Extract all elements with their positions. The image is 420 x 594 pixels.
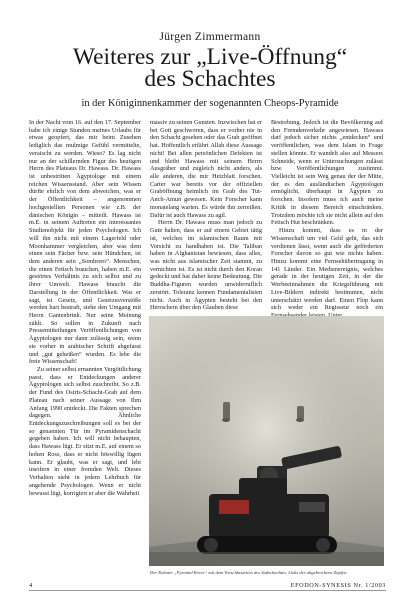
paragraph: Bestrebung. Jedoch ist die Bevölkerung auf den Fremdenverkehr angewiesen. Hawass darf jedoch sicher nichts „entdecken“ und veröffentlichen, was dem Islam in Frage stellen könnte. Er wandelt also auf Messers Schneide, wenn er Untersuchungen zulässt bzw. Veröffentlichungen zustimmt. Vielleicht ist sein Weg genau der der Mitte, der es den ausländischen Ägyptologen ermöglicht, überhaupt in Ägypten zu forschen. Insofern muss ich auch meine Kritik in diesem Bereich einschränken. Trotzdem möchte ich sie nicht allein auf den Fetisch Hut beschränken. <box>271 119 383 227</box>
article-subtitle: in der Königinnenkammer der sogenannten Cheops-Pyramide <box>81 98 339 109</box>
photo-illustration <box>149 316 384 566</box>
paragraph: Zu seiner selbst ernannten Vergöttlichung passt, dass er Entdeckungen anderer Ägyptologen sich selbst zuschreibt. So z.B. der Fund des Osiris-Schacht-Grab auf dem Plateau nach seiner Aussage von Ihm Anfang 1990 entdeckt. Die Fakten sprechen dagegen. Ähnliche Entdeckungszuschreibungen soll es bei der so genannten Tür im Pyramidenschacht gegeben haben. Ich will nicht behaupten, dass Hawass lügt. Er sitzt m.E. auf einem so hohen Ross, dass er nicht böswillig lügen kann. Er glaubt, was er sagt, und lebt insofern in einer fremden Welt. Dieses Verhalten steht in jedem Lehrbuch für angehende Psychologen. Wenn er nicht bewusst lügt, korrigiert er aber die Wahrheit <box>29 366 141 497</box>
text-column-2 <box>150 119 262 312</box>
footer-rule <box>29 590 386 591</box>
paragraph: In der Nacht vom 16. auf den 17. September habe ich einige Stunden meines Urlaubs für etwas geopfert, das mir beim Zusehen lediglich das mulmige Gefühl vermittelte, veraischt zu werden. Wieso? Es lag nicht nur an der schillernden Figur des heutigen Herrn des Plateaus Dr. Hawass. Dr. Hawass ist unbestritten Ägyptologe mit einem reichen Wissensstand. Aber sein Wissen dürfte ehrlich von dem abweichen, was er der Öffentlichkeit – angenommen hochgestellten Personen wie z.B. der dänischen Königin – mitteilt. Hawass ist m.E. in seinem Auftreten ein interessantes Studienobjekt für jeden Psychologen. Ich will ihn nicht mit einem Lagerfeld oder Moonhammer vergleichen, aber was dem einen sein Fächer bzw. sein Hündchen, ist dem anderen sein „Sombrero“. Menschen, die einen Fetisch brauchen, haben m.E. ein gestörtes Verhältnis zu sich selbst und zu ihrer Umwelt. Hawass braucht die Darstellung in der Öffentlichkeit. Was er sagt, ist Gesetz, und Gesetzesverstöße werden hart bestraft, siehe den Umgang mit Herrn Gantenbrink. Nur seine Meinung zählt. So sollen in Zukunft nach Pressemitteilungen Veröffentlichungen von Ägyptologen nur dann zulässig sein, wenn sie vorher in arabischer Schrift abgefasst und „gut geheißen“ wurden. Es lebe die freie Wissenschaft! <box>29 119 141 366</box>
page-number: 4 <box>29 582 33 589</box>
paragraph: Herrn Dr. Hawass muss man jedoch zu Gute halten, dass er auf einem Gebiet tätig ist, welches im islamischen Raum mit Vorsicht zu handhaben ist. Die Taliban haben in Afghanistan bewiesen, dass alles, was nicht aus islamischer Zeit stammt, zu vernichten ist. Es ist nicht durch den Koran gedeckt und hat daher keine Bedeutung. Die Buddha-Figuren wurden unwiderruflich zerstört. Toleranz kennen Fundamentalisten nicht. Auch in Ägypten besteht bei den Herrschern über den Glauben diese <box>150 219 262 312</box>
robot-tracks <box>197 536 337 554</box>
title-line-1: Weiteres zur „Live-Öffnung“ <box>72 44 348 70</box>
article-author: Jürgen Zimmermann <box>159 31 261 43</box>
title-line-2: des Schachtes <box>144 66 276 92</box>
copper-pin-right <box>297 406 304 420</box>
journal-footer: EFODON-SYNESIS Nr. 1/2003 <box>290 582 386 589</box>
text-column-3 <box>271 119 383 312</box>
copper-pin-left <box>223 402 230 420</box>
paragraph: Hinzu kommt, dass es in der Wissenschaft um viel Geld geht, das sich verdienen lässt, wenn auch die geförderten Forscher davon so gut wie nichts haben. Hinzu kommt eine Fernsehübertragung in 141 Länder. Ein Medienereignis, welches gerade in der heutigen Zeit, in der die Werbeeinnahmen die Kriegsführung mit Live-Bildern indirekt bestimmen, nicht unterschätzt werden darf. Einen Flop kann sich weder ein Regisseur noch ein <box>271 227 383 312</box>
article-title <box>0 46 420 90</box>
paragraph: massiv zu seinen Gunsten. Inzwischen hat er bei Gott geschworen, dass er vorher nie in den Schacht gesehen oder das Grab geöffnet hat. Hoffentlich erfährt Allah diese Aussage nicht! Bei allen persönlichen Defekten ist und bleibt Hawass mit seinem Herrn Ausgräber und zugleich nicht anders, als alle anderen, die mir Hetzblatt forschen. Carter war bereits vor der offiziellen Graböffnung heimlich im Grab des Tut-Anch-Amun gewesen. Kein Forscher kann monatelang warten. Es würde ihn zerreißen. Dafür ist auch Hawass zu agil. <box>150 119 262 219</box>
photo-caption: Der Roboter „Pyramid Rover“ mit dem Vorschlaszeiten des Südschachtes. Links der abgebrochene Zapfen. <box>150 570 348 575</box>
robot-photo <box>149 316 384 566</box>
text-column-1 <box>29 119 141 589</box>
